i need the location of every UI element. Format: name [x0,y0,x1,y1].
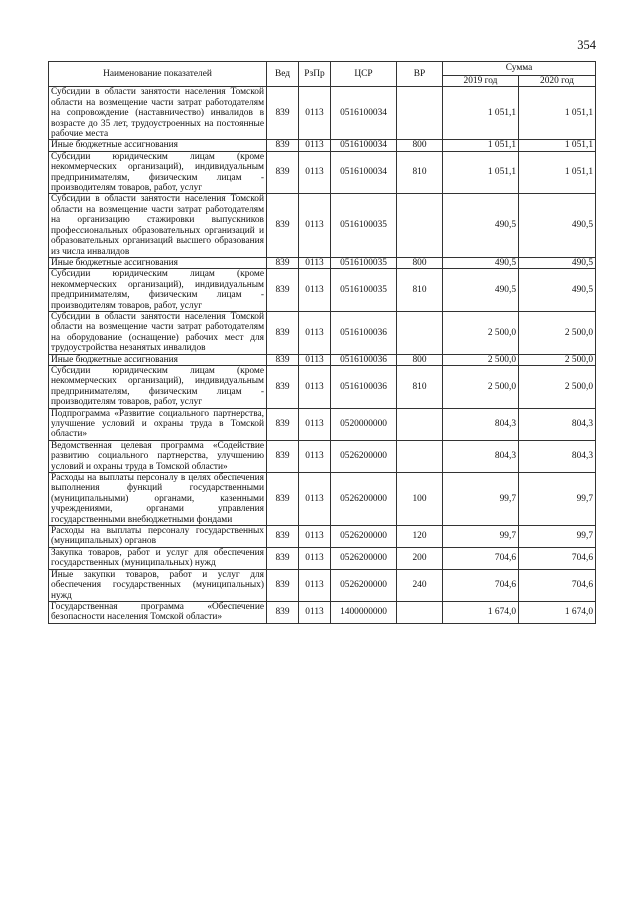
row-csr: 0516100035 [331,257,397,268]
row-csr: 0516100035 [331,269,397,312]
row-csr: 0526200000 [331,526,397,548]
row-sum-2019: 1 051,1 [443,87,519,140]
row-sum-2019: 490,5 [443,194,519,257]
row-sum-2019: 490,5 [443,257,519,268]
row-vr: 240 [397,569,443,601]
row-sum-2020: 704,6 [519,547,596,569]
row-vr: 810 [397,151,443,194]
row-ved: 839 [267,87,299,140]
row-rzpr: 0113 [299,365,331,408]
row-csr: 0516100034 [331,151,397,194]
row-csr: 0526200000 [331,440,397,472]
row-sum-2019: 704,6 [443,547,519,569]
row-rzpr: 0113 [299,601,331,623]
row-ved: 839 [267,311,299,354]
row-sum-2020: 1 051,1 [519,151,596,194]
header-ved: Вед [267,62,299,87]
row-rzpr: 0113 [299,269,331,312]
row-ved: 839 [267,354,299,365]
table-row [49,569,596,601]
row-rzpr: 0113 [299,140,331,151]
row-ved: 839 [267,269,299,312]
row-sum-2019: 2 500,0 [443,311,519,354]
row-sum-2020: 1 051,1 [519,140,596,151]
row-vr [397,601,443,623]
row-ved: 839 [267,569,299,601]
table-row [49,311,596,354]
row-ved: 839 [267,601,299,623]
row-csr: 0526200000 [331,473,397,526]
row-name: Подпрограмма «Развитие социального партнерства, улучшение условий и охраны труда в Томской области» [49,408,267,440]
row-vr [397,311,443,354]
row-sum-2020: 2 500,0 [519,311,596,354]
row-vr [397,87,443,140]
row-vr: 100 [397,473,443,526]
row-csr: 0516100034 [331,140,397,151]
row-sum-2020: 804,3 [519,408,596,440]
row-name: Иные бюджетные ассигнования [49,140,267,151]
row-rzpr: 0113 [299,311,331,354]
row-rzpr: 0113 [299,569,331,601]
header-csr: ЦСР [331,62,397,87]
row-rzpr: 0113 [299,87,331,140]
row-rzpr: 0113 [299,440,331,472]
row-vr: 200 [397,547,443,569]
row-ved: 839 [267,440,299,472]
row-ved: 839 [267,526,299,548]
table-row [49,87,596,140]
row-sum-2020: 2 500,0 [519,354,596,365]
row-sum-2020: 1 674,0 [519,601,596,623]
table-row [49,354,596,365]
row-sum-2019: 704,6 [443,569,519,601]
table-row [49,601,596,623]
row-name: Расходы на выплаты персоналу государственных (муниципальных) органов [49,526,267,548]
row-sum-2020: 99,7 [519,526,596,548]
row-sum-2019: 1 674,0 [443,601,519,623]
row-name: Ведомственная целевая программа «Содействие развитию социального партнерства, улучшению условий и охраны труда в Томской области» [49,440,267,472]
row-name: Субсидии юридическим лицам (кроме некоммерческих организаций), индивидуальным предпринимателям, физическим лицам - производителям товаров, работ, услуг [49,269,267,312]
row-sum-2019: 99,7 [443,526,519,548]
row-sum-2019: 99,7 [443,473,519,526]
row-csr: 0516100034 [331,87,397,140]
row-sum-2019: 1 051,1 [443,151,519,194]
table-row [49,194,596,257]
row-name: Субсидии в области занятости населения Томской области на возмещение части затрат работодателям на сопровождение (наставничество) инвалидов в возрасте до 35 лет, трудоустроенных на постоянные рабочие места [49,87,267,140]
table-row [49,547,596,569]
header-year-2020: 2020 год [519,76,596,87]
row-ved: 839 [267,140,299,151]
row-sum-2019: 1 051,1 [443,140,519,151]
header-name: Наименование показателей [49,62,267,87]
row-sum-2020: 1 051,1 [519,87,596,140]
table-row [49,257,596,268]
row-csr: 0520000000 [331,408,397,440]
row-name: Субсидии юридическим лицам (кроме некоммерческих организаций), индивидуальным предпринимателям, физическим лицам - производителям товаров, работ, услуг [49,151,267,194]
row-vr [397,408,443,440]
row-csr: 0516100035 [331,194,397,257]
row-sum-2019: 2 500,0 [443,354,519,365]
row-rzpr: 0113 [299,526,331,548]
table-header [49,62,596,87]
table-row [49,473,596,526]
row-csr: 0526200000 [331,547,397,569]
row-vr: 800 [397,140,443,151]
row-sum-2020: 804,3 [519,440,596,472]
row-rzpr: 0113 [299,257,331,268]
row-vr: 800 [397,257,443,268]
table-row [49,526,596,548]
row-ved: 839 [267,473,299,526]
table-row [49,140,596,151]
row-name: Закупка товаров, работ и услуг для обеспечения государственных (муниципальных) нужд [49,547,267,569]
row-ved: 839 [267,408,299,440]
row-sum-2019: 490,5 [443,269,519,312]
row-name: Государственная программа «Обеспечение безопасности населения Томской области» [49,601,267,623]
row-ved: 839 [267,547,299,569]
row-csr: 1400000000 [331,601,397,623]
row-name: Расходы на выплаты персоналу в целях обеспечения выполнения функций государственными (муниципальными) органами, казенными учреждениями, органами управления государственными внебюджетными фондами [49,473,267,526]
row-rzpr: 0113 [299,547,331,569]
row-ved: 839 [267,257,299,268]
table-row [49,269,596,312]
table-body [49,87,596,623]
row-name: Иные закупки товаров, работ и услуг для обеспечения государственных (муниципальных) нужд [49,569,267,601]
table-row [49,408,596,440]
row-sum-2020: 704,6 [519,569,596,601]
row-rzpr: 0113 [299,473,331,526]
row-sum-2020: 99,7 [519,473,596,526]
table-row [49,365,596,408]
header-year-2019: 2019 год [443,76,519,87]
row-sum-2020: 490,5 [519,269,596,312]
row-sum-2020: 490,5 [519,194,596,257]
row-csr: 0526200000 [331,569,397,601]
row-rzpr: 0113 [299,354,331,365]
row-ved: 839 [267,365,299,408]
row-name: Иные бюджетные ассигнования [49,257,267,268]
row-name: Иные бюджетные ассигнования [49,354,267,365]
row-csr: 0516100036 [331,311,397,354]
page-number: 354 [577,38,596,52]
header-rzpr: РзПр [299,62,331,87]
row-name: Субсидии в области занятости населения Томской области на возмещение части затрат работодателям на организацию стажировки выпускников профессиональных образовательных организаций и образовательных организаций высшего образования из числа инвалидов [49,194,267,257]
row-vr: 800 [397,354,443,365]
row-vr: 810 [397,269,443,312]
row-vr: 120 [397,526,443,548]
row-ved: 839 [267,194,299,257]
row-sum-2019: 804,3 [443,408,519,440]
row-csr: 0516100036 [331,354,397,365]
row-name: Субсидии юридическим лицам (кроме некоммерческих организаций), индивидуальным предпринимателям, физическим лицам - производителям товаров, работ, услуг [49,365,267,408]
row-sum-2019: 2 500,0 [443,365,519,408]
table-row [49,440,596,472]
table-row [49,151,596,194]
header-vr: ВР [397,62,443,87]
row-sum-2019: 804,3 [443,440,519,472]
row-vr [397,440,443,472]
row-vr: 810 [397,365,443,408]
row-csr: 0516100036 [331,365,397,408]
row-rzpr: 0113 [299,408,331,440]
row-sum-2020: 2 500,0 [519,365,596,408]
header-sum: Сумма [443,62,596,76]
row-sum-2020: 490,5 [519,257,596,268]
row-rzpr: 0113 [299,194,331,257]
budget-table [48,61,596,624]
row-name: Субсидии в области занятости населения Томской области на возмещение части затрат работодателям на оборудование (оснащение) рабочих мест для трудоустройства незанятых инвалидов [49,311,267,354]
row-ved: 839 [267,151,299,194]
row-vr [397,194,443,257]
row-rzpr: 0113 [299,151,331,194]
